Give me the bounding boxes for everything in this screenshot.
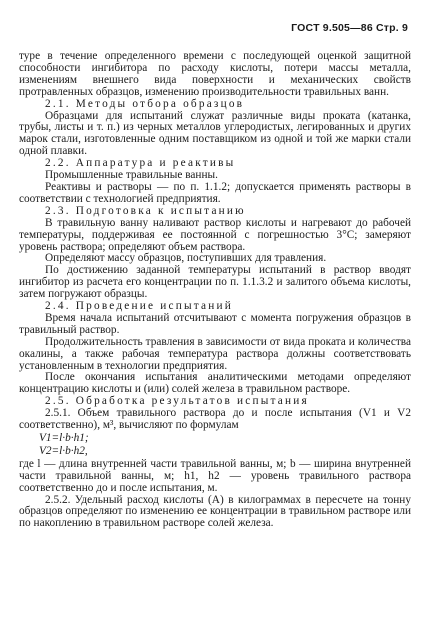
formula: V2=l·b·h2, — [39, 444, 88, 457]
section-heading: 2.5. Обработка результатов испытания — [45, 395, 309, 408]
paragraph: Продолжительность травления в зависимости от вида проката и количества окалины, а также рабочая температура раствора должны соответствовать установленным в технологии предприятия. — [19, 335, 411, 372]
paragraph: Реактивы и растворы — по п. 1.1.2; допускается применять растворы в соответствии с технологией предприятия. — [19, 180, 411, 205]
paragraph: В травильную ванну наливают раствор кислоты и нагревают до рабочей температуры, поддерживая ее постоянной с погрешностью 3°С; замеряют уровень раствора; определяют объем раствора. — [19, 216, 411, 253]
paragraph: 2.5.1. Объем травильного раствора до и после испытания (V1 и V2 соответственно), м³, вычисляют по формулам — [19, 407, 411, 432]
paragraph: туре в течение определенного времени с последующей оценкой защитной способности ингибитора по расходу кислоты, потери массы металла, изменениям внешнего вида поверхности и механических свойств протравленных образцов, изменению производительности травильных ванн. — [19, 50, 411, 98]
document-body — [19, 51, 411, 530]
paragraph: По достижению заданной температуры испытаний в раствор вводят ингибитор из расчета его концентрации по п. 1.1.3.2 и залитого объема кислоты, затем погружают образцы. — [19, 264, 411, 301]
paragraph: Промышленные травильные ванны. — [45, 169, 218, 182]
page-header: ГОСТ 9.505—86 Стр. 9 — [291, 22, 408, 34]
section-heading: 2.1. Методы отбора образцов — [45, 97, 245, 110]
paragraph: где l — длина внутренней части травильной ванны, м; b — ширина внутренней части травильной ванны, м; h1, h2 — уровень травильного раствора соответственно до и после испытания, м. — [19, 457, 411, 494]
section-heading: 2.2. Аппаратура и реактивы — [45, 157, 236, 170]
paragraph: Определяют массу образцов, поступивших для травления. — [45, 252, 327, 265]
paragraph: Образцами для испытаний служат различные виды проката (катанка, трубы, листы и т. п.) из черных металлов углеродистых, легированных и других марок стали, изготовленные одним поставщиком из одной и той же марки стали одной плавки. — [19, 109, 411, 158]
section-heading: 2.4. Проведение испытаний — [45, 300, 233, 313]
paragraph: 2.5.2. Удельный расход кислоты (A) в килограммах в пересчете на тонну образцов определяют по изменению ее концентрации в травильном растворе или по накоплению в травильном растворе солей железа. — [19, 493, 411, 530]
formula: V1=l·b·h1; — [39, 432, 89, 444]
paragraph: После окончания испытания аналитическими методами определяют концентрацию кислоты и (или) солей железа в травильном растворе. — [19, 371, 411, 396]
paragraph: Время начала испытаний отсчитывают с момента погружения образцов в травильный раствор. — [19, 311, 411, 336]
section-heading: 2.3. Подготовка к испытанию — [45, 204, 246, 217]
